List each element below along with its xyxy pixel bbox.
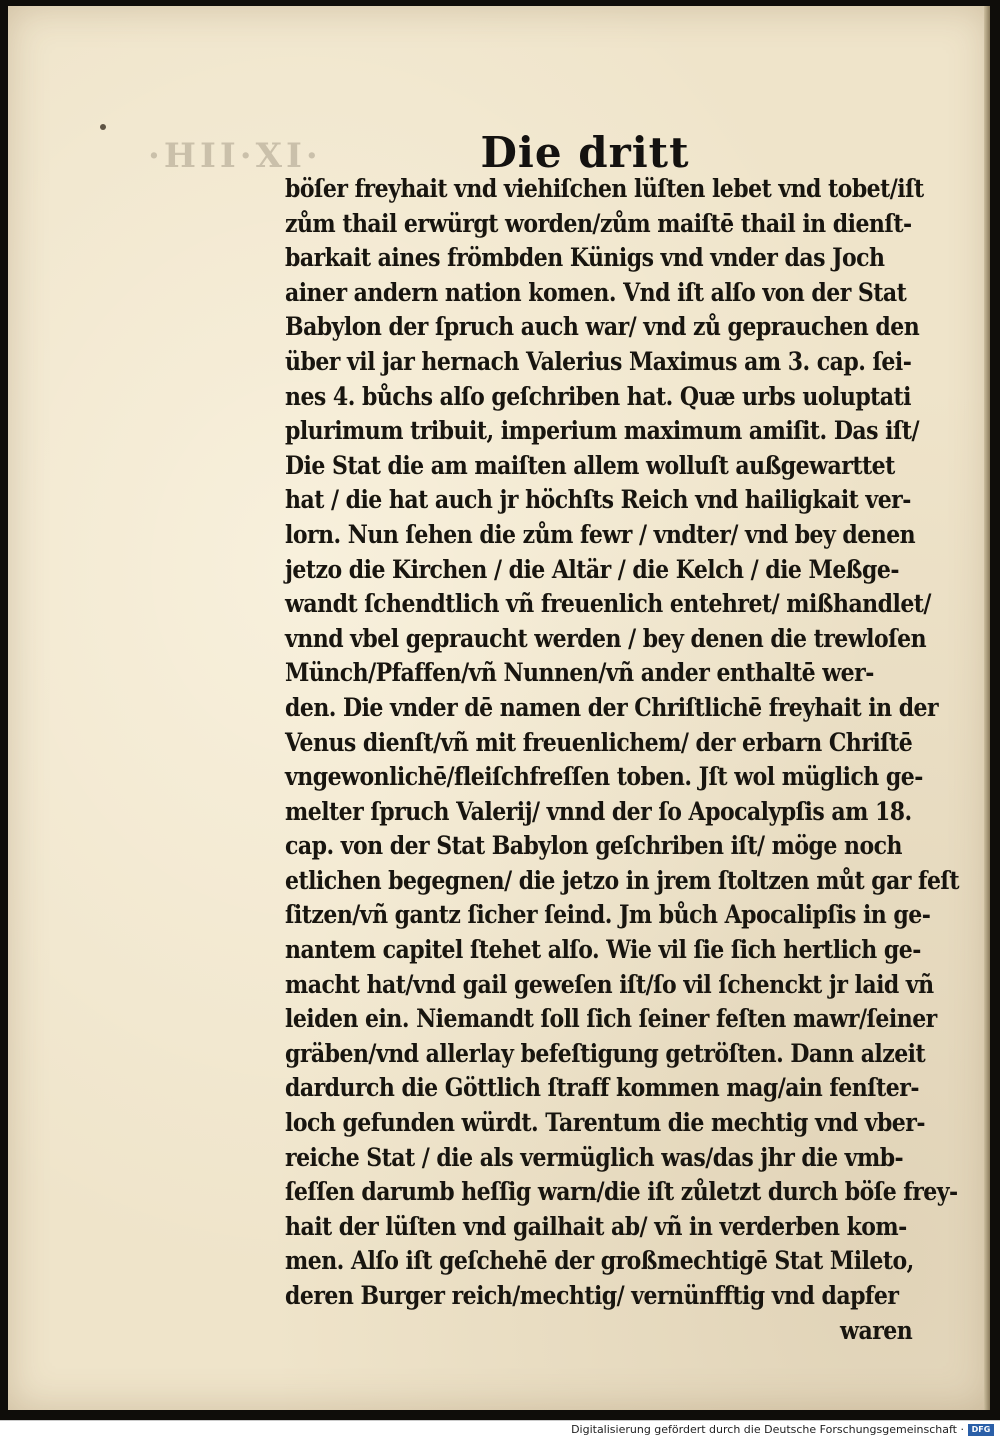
text-line: zům thail erwürgt worden/zům maiſtē thail in dienſt‑ [285,208,912,238]
text-line: lorn. Nun ſehen die zům fewr / vndter/ vnd bey denen [285,519,916,549]
text-line: gräben/vnd allerlay befeſtigung getröſten. Dann alzeit [285,1038,926,1068]
text-line: hait der lüſten vnd gailhait ab/ vñ in verderben kom‑ [285,1211,907,1241]
text-line: melter ſpruch Valerij/ vnnd der ſo Apocalypſis am 18. [285,796,912,826]
text-line: plurimum tribuit, imperium maximum amiſit. Das iſt/ [285,416,919,446]
text-line: macht hat/vnd gail geweſen iſt/ſo vil ſchenckt jr laid vñ [285,969,934,999]
text-line: barkait aines frömbden Künigs vnd vnder das Joch [285,243,885,273]
text-line: Venus dienſt/vñ mit freuenlichem/ der erbarn Chriſtē [285,727,913,757]
text-line: über vil jar hernach Valerius Maximus am 3. cap. ſei‑ [285,346,912,376]
text-line: ainer andern nation komen. Vnd iſt alſo von der Stat [285,277,907,307]
text-line: ſitzen/vñ gantz ſicher ſeind. Jm bůch Apocalipſis in ge‑ [285,900,931,930]
text-line: vnnd vbel gepraucht werden / bey denen die trewloſen [285,623,927,653]
text-line: vngewonlichē/fleiſchfreſſen toben. Jſt wol müglich ge‑ [285,762,923,792]
footer-separator: · [960,1423,964,1436]
text-line: Die Stat die am maiſten allem wolluſt außgewarttet [285,450,895,480]
page-edge [984,6,990,1410]
text-line: dardurch die Göttlich ſtraff kommen mag/ain fenſter‑ [285,1073,919,1103]
running-header: Die dritt [480,128,690,177]
text-line: nes 4. bůchs alſo geſchriben hat. Quæ urbs uoluptati [285,381,912,411]
text-line: cap. von der Stat Babylon geſchriben iſt/ möge noch [285,831,902,861]
text-line: Münch/Pfaffen/vñ Nunnen/vñ ander enthaltē wer‑ [285,658,874,688]
text-line: loch gefunden würdt. Tarentum die mechtig vnd vber‑ [285,1108,925,1138]
text-line: böſer freyhait vnd viehiſchen lüſten lebet vnd tobet/iſt [285,174,924,203]
text-block [285,172,965,1348]
text-line: ſeſſen darumb heſſig warn/die iſt zůletzt durch böſe frey‑ [285,1177,958,1207]
bleed-through-mark: ·HII·XI· [148,136,322,176]
text-line: jetzo die Kirchen / die Altär / die Kelch / die Meßge‑ [285,554,899,584]
text-line: reiche Stat / die als vermüglich was/das jhr die vmb‑ [285,1142,904,1172]
dfg-logo-icon: DFG [968,1424,994,1436]
text-line: hat / die hat auch jr höchſts Reich vnd hailigkait ver‑ [285,485,911,515]
text-line: wandt ſchendtlich vñ freuenlich entehret/ mißhandlet/ [285,589,931,619]
text-line: den. Die vnder dē namen der Chriſtlichē freyhait in der [285,692,939,722]
text-line: deren Burger reich/mechtig/ vernünfftig vnd dapfer [285,1281,899,1310]
text-line: nantem capitel ſtehet alſo. Wie vil ſie ſich hertlich ge‑ [285,935,921,965]
catchword: waren [840,1315,913,1345]
text-line: etlichen begegnen/ die jetzo in jrem ſtoltzen můt gar feſt [285,865,959,895]
footer-bar [0,1420,1000,1439]
text-line: Babylon der ſpruch auch war/ vnd zů geprauchen den [285,312,920,342]
text-line: men. Alſo iſt geſchehē der großmechtigē Stat Mileto, [285,1246,914,1276]
footer-credit: Digitalisierung gefördert durch die Deutsche Forschungsgemeinschaft [571,1423,957,1436]
text-line: leiden ein. Niemandt ſoll ſich ſeiner feſten mawr/ſeiner [285,1004,937,1034]
